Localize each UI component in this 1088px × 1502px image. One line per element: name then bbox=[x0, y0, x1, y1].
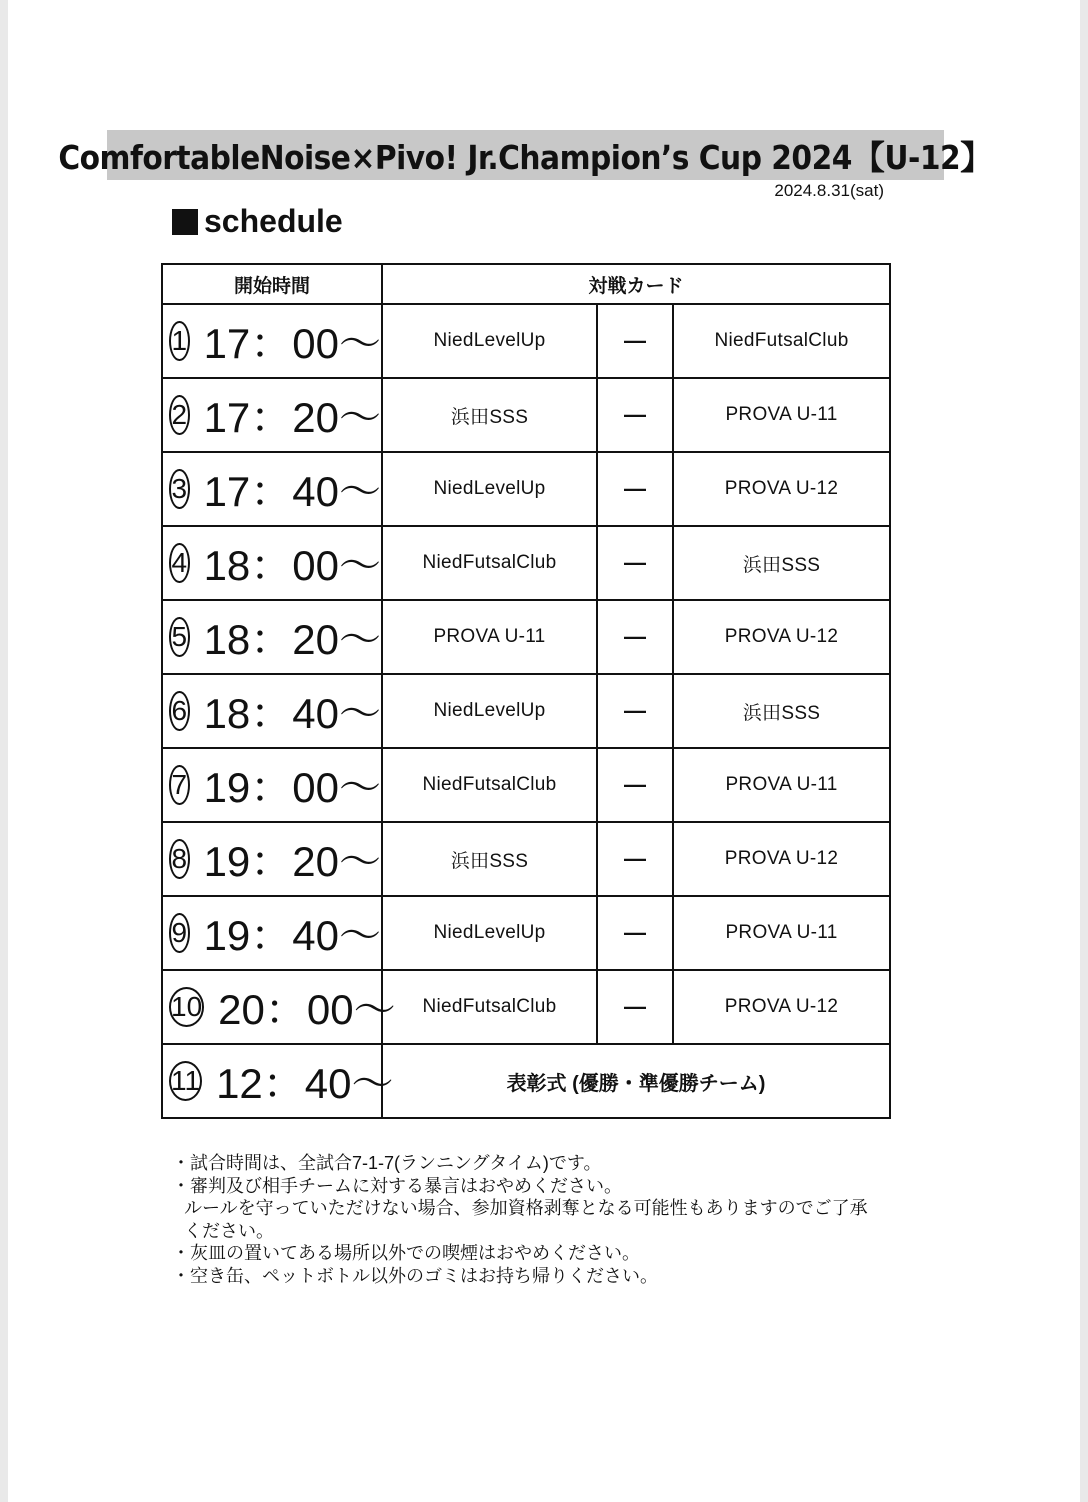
start-time bbox=[163, 829, 381, 889]
home-team: PROVA U-11 bbox=[382, 600, 597, 674]
note-line: ・試合時間は、全試合7-1-7(ランニングタイム)です。 bbox=[172, 1153, 602, 1173]
time-label: 17：20～ bbox=[203, 394, 381, 441]
note-line: ・灰皿の置いてある場所以外での喫煙はおやめください。 bbox=[172, 1243, 640, 1263]
start-time-cell bbox=[162, 526, 382, 600]
match-number: 3 bbox=[169, 469, 190, 509]
document-page bbox=[8, 0, 1080, 1502]
match-number: 4 bbox=[169, 543, 190, 583]
time-label: 12：40～ bbox=[216, 1060, 394, 1107]
start-time-cell bbox=[162, 600, 382, 674]
away-team: 浜田SSS bbox=[673, 674, 890, 748]
start-time bbox=[163, 533, 381, 593]
start-time bbox=[163, 977, 396, 1037]
start-time-cell bbox=[162, 452, 382, 526]
table-row bbox=[162, 748, 890, 822]
start-time-cell bbox=[162, 822, 382, 896]
table-row bbox=[162, 970, 890, 1044]
start-time bbox=[163, 1051, 394, 1111]
table-row bbox=[162, 822, 890, 896]
section-heading-label: schedule bbox=[204, 203, 343, 239]
start-time-cell bbox=[162, 896, 382, 970]
schedule-table bbox=[161, 263, 891, 1119]
away-team: 浜田SSS bbox=[673, 526, 890, 600]
match-number: 6 bbox=[169, 691, 190, 731]
home-team: 浜田SSS bbox=[382, 378, 597, 452]
home-team: NiedLevelUp bbox=[382, 452, 597, 526]
note-line: ・審判及び相手チームに対する暴言はおやめください。 bbox=[172, 1175, 622, 1196]
away-team: PROVA U-11 bbox=[673, 378, 890, 452]
versus-dash: — bbox=[597, 526, 673, 600]
time-label: 18：20～ bbox=[203, 616, 381, 663]
away-team: PROVA U-11 bbox=[673, 748, 890, 822]
start-time bbox=[163, 903, 381, 963]
versus-dash: — bbox=[597, 822, 673, 896]
start-time bbox=[163, 755, 381, 815]
table-row-ceremony bbox=[162, 1044, 890, 1118]
away-team: PROVA U-12 bbox=[673, 970, 890, 1044]
time-label: 19：00～ bbox=[203, 764, 381, 811]
versus-dash: — bbox=[597, 378, 673, 452]
away-team: PROVA U-12 bbox=[673, 600, 890, 674]
table-row bbox=[162, 674, 890, 748]
start-time-cell bbox=[162, 748, 382, 822]
event-date: 2024.8.31(sat) bbox=[774, 181, 884, 200]
black-square-icon bbox=[172, 209, 198, 235]
start-time bbox=[163, 607, 381, 667]
match-number: 7 bbox=[169, 765, 190, 805]
home-team: NiedLevelUp bbox=[382, 304, 597, 378]
match-number: 2 bbox=[169, 395, 190, 435]
start-time-cell bbox=[162, 378, 382, 452]
start-time bbox=[163, 311, 381, 371]
home-team: NiedLevelUp bbox=[382, 896, 597, 970]
match-number: 1 bbox=[169, 321, 190, 361]
versus-dash: — bbox=[597, 748, 673, 822]
start-time-cell bbox=[162, 304, 382, 378]
section-heading bbox=[172, 203, 343, 240]
home-team: NiedLevelUp bbox=[382, 674, 597, 748]
note-line: ください。 bbox=[184, 1220, 274, 1241]
award-ceremony: 表彰式 (優勝・準優勝チーム) bbox=[382, 1044, 890, 1118]
start-time-cell bbox=[162, 674, 382, 748]
table-row bbox=[162, 526, 890, 600]
versus-dash: — bbox=[597, 452, 673, 526]
time-label: 17：40～ bbox=[203, 468, 381, 515]
time-label: 18：00～ bbox=[203, 542, 381, 589]
start-time bbox=[163, 385, 381, 445]
versus-dash: — bbox=[597, 970, 673, 1044]
note-line: ルールを守っていただけない場合、参加資格剥奪となる可能性もありますのでご了承 bbox=[184, 1198, 868, 1218]
versus-dash: — bbox=[597, 304, 673, 378]
home-team: 浜田SSS bbox=[382, 822, 597, 896]
table-row bbox=[162, 896, 890, 970]
time-label: 17：00～ bbox=[203, 320, 381, 367]
document-title: ComfortableNoise×Pivo! Jr.Champion’s Cup 2024【U-12】 bbox=[107, 130, 944, 180]
note-line: ・空き缶、ペットボトル以外のゴミはお持ち帰りください。 bbox=[172, 1265, 658, 1286]
away-team: PROVA U-11 bbox=[673, 896, 890, 970]
home-team: NiedFutsalClub bbox=[382, 970, 597, 1044]
match-number: 11 bbox=[169, 1061, 202, 1101]
start-time-cell bbox=[162, 1044, 394, 1118]
home-team: NiedFutsalClub bbox=[382, 526, 597, 600]
start-time bbox=[163, 681, 381, 741]
table-row bbox=[162, 452, 890, 526]
table-header-row bbox=[162, 264, 890, 304]
time-label: 19：20～ bbox=[203, 838, 381, 885]
table-row bbox=[162, 304, 890, 378]
home-team: NiedFutsalClub bbox=[382, 748, 597, 822]
time-label: 18：40～ bbox=[203, 690, 381, 737]
match-number: 10 bbox=[169, 987, 204, 1027]
time-label: 20：00～ bbox=[218, 986, 396, 1033]
match-number: 9 bbox=[169, 913, 190, 953]
versus-dash: — bbox=[597, 674, 673, 748]
match-number: 5 bbox=[169, 617, 190, 657]
away-team: PROVA U-12 bbox=[673, 822, 890, 896]
table-row bbox=[162, 600, 890, 674]
table-row bbox=[162, 378, 890, 452]
header-start-time: 開始時間 bbox=[162, 264, 382, 304]
match-number: 8 bbox=[169, 839, 190, 879]
time-label: 19：40～ bbox=[203, 912, 381, 959]
header-match-card: 対戦カード bbox=[382, 264, 890, 304]
versus-dash: — bbox=[597, 896, 673, 970]
versus-dash: — bbox=[597, 600, 673, 674]
away-team: PROVA U-12 bbox=[673, 452, 890, 526]
start-time bbox=[163, 459, 381, 519]
away-team: NiedFutsalClub bbox=[673, 304, 890, 378]
notes bbox=[172, 1152, 912, 1287]
start-time-cell bbox=[162, 970, 396, 1044]
